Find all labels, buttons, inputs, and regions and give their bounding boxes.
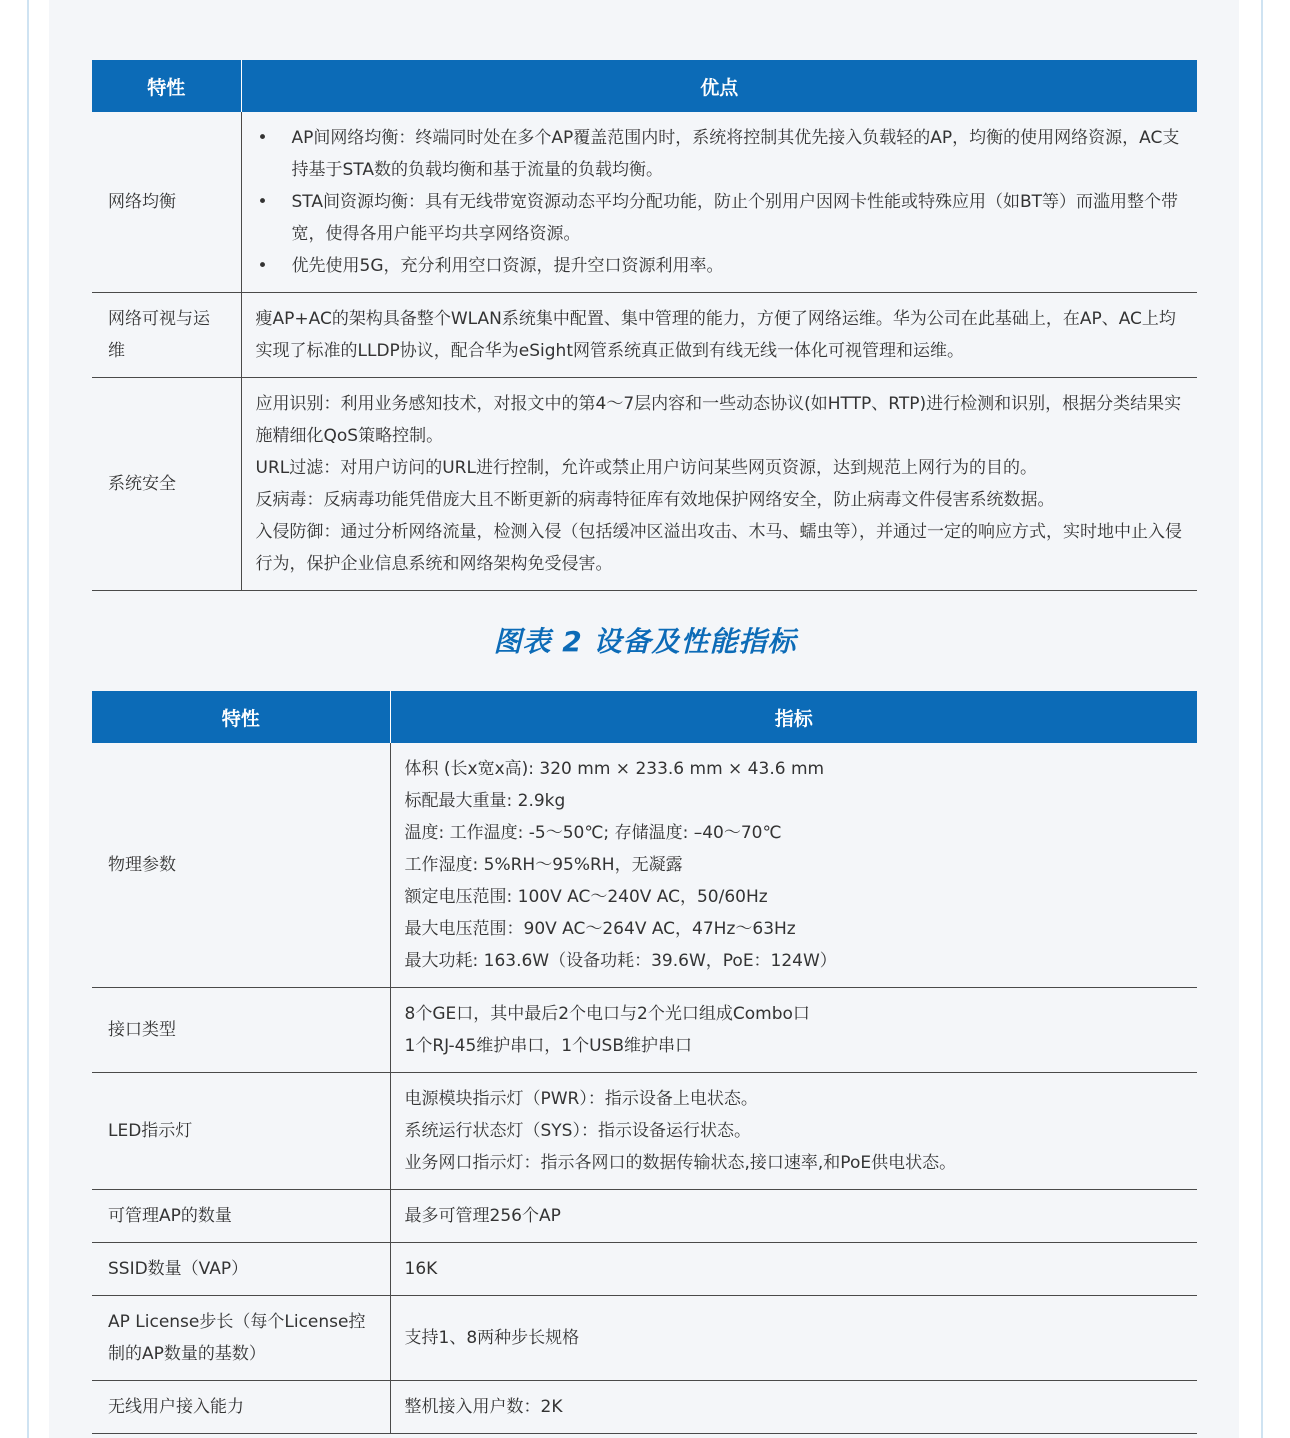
value-line: 温度: 工作温度: -5～50℃; 存储温度: –40～70℃ <box>404 823 782 843</box>
column-header-feature: 特性 <box>92 60 241 112</box>
value-line: URL过滤：对用户访问的URL进行控制，允许或禁止用户访问某些网页资源，达到规范上网行为的目的。 <box>255 458 1037 478</box>
row-value <box>390 743 1197 988</box>
row-value: 16K <box>390 1243 1197 1296</box>
row-key: 物理参数 <box>92 743 390 988</box>
table-header-row <box>92 691 1197 743</box>
row-key: 系统安全 <box>92 378 241 591</box>
table-row <box>92 293 1197 378</box>
row-value <box>390 988 1197 1073</box>
row-value <box>390 1073 1197 1190</box>
value-line: 入侵防御：通过分析网络流量，检测入侵（包括缓冲区溢出攻击、木马、蠕虫等），并通过一定的响应方式，实时地中止入侵行为，保护企业信息系统和网络架构免受侵害。 <box>255 522 1182 574</box>
value-line: 业务网口指示灯：指示各网口的数据传输状态,接口速率,和PoE供电状态。 <box>404 1153 957 1173</box>
value-line: 应用识别：利用业务感知技术，对报文中的第4～7层内容和一些动态协议(如HTTP、RTP)进行检测和识别，根据分类结果实施精细化QoS策略控制。 <box>255 394 1182 446</box>
value-line: 标配最大重量: 2.9kg <box>404 791 566 811</box>
table-row <box>92 112 1197 293</box>
value-line: 体积 (长x宽x高): 320 mm × 233.6 mm × 43.6 mm <box>404 759 825 779</box>
table-header-row <box>92 60 1197 112</box>
value-line: 1个RJ-45维护串口，1个USB维护串口 <box>404 1036 693 1056</box>
bullet-list <box>256 122 1184 282</box>
specifications-table <box>92 691 1197 1434</box>
value-line: 8个GE口，其中最后2个电口与2个光口组成Combo口 <box>404 1004 810 1024</box>
table-row <box>92 988 1197 1073</box>
value-line: 最大功耗: 163.6W（设备功耗：39.6W，PoE：124W） <box>404 951 837 971</box>
value-line: 额定电压范围: 100V AC～240V AC，50/60Hz <box>404 887 768 907</box>
table-row <box>92 1296 1197 1381</box>
table-row <box>92 1243 1197 1296</box>
list-item: • 优先使用5G，充分利用空口资源，提升空口资源利用率。 <box>256 250 1184 282</box>
row-key: 网络可视与运维 <box>92 293 241 378</box>
value-line: 最大电压范围：90V AC～264V AC，47Hz～63Hz <box>404 919 796 939</box>
table-row <box>92 1190 1197 1243</box>
column-header-spec: 指标 <box>390 691 1197 743</box>
row-key: SSID数量（VAP） <box>92 1243 390 1296</box>
row-value <box>241 112 1197 293</box>
value-line: 系统运行状态灯（SYS）：指示设备运行状态。 <box>404 1121 751 1141</box>
table-row <box>92 743 1197 988</box>
row-value <box>241 378 1197 591</box>
value-line: 工作湿度: 5%RH～95%RH，无凝露 <box>404 855 683 875</box>
list-item: • STA间资源均衡：具有无线带宽资源动态平均分配功能，防止个别用户因网卡性能或特殊应用（如BT等）而滥用整个带宽，使得各用户能平均共享网络资源。 <box>256 186 1184 250</box>
row-key: 网络均衡 <box>92 112 241 293</box>
row-key: 接口类型 <box>92 988 390 1073</box>
table-row <box>92 1073 1197 1190</box>
column-header-advantage: 优点 <box>241 60 1197 112</box>
row-key: 可管理AP的数量 <box>92 1190 390 1243</box>
row-key: AP License步长（每个License控制的AP数量的基数） <box>92 1296 390 1381</box>
value-line: 电源模块指示灯（PWR）：指示设备上电状态。 <box>404 1089 758 1109</box>
row-value: 整机接入用户数：2K <box>390 1381 1197 1434</box>
row-key: 无线用户接入能力 <box>92 1381 390 1434</box>
table-caption: 图表 2 设备及性能指标 <box>493 625 797 658</box>
row-value: 瘦AP+AC的架构具备整个WLAN系统集中配置、集中管理的能力，方便了网络运维。华为公司在此基础上，在AP、AC上均实现了标准的LLDP协议，配合华为eSight网管系统真正做到有线无线一体化可视管理和运维。 <box>241 293 1197 378</box>
value-line: 反病毒：反病毒功能凭借庞大且不断更新的病毒特征库有效地保护网络安全，防止病毒文件侵害系统数据。 <box>255 490 1055 510</box>
list-item: • AP间网络均衡：终端同时处在多个AP覆盖范围内时，系统将控制其优先接入负载轻的AP，均衡的使用网络资源，AC支持基于STA数的负载均衡和基于流量的负载均衡。 <box>256 122 1184 186</box>
row-key: LED指示灯 <box>92 1073 390 1190</box>
advantages-table <box>92 60 1197 591</box>
table-row <box>92 1381 1197 1434</box>
column-header-feature: 特性 <box>92 691 390 743</box>
table-row <box>92 378 1197 591</box>
row-value: 最多可管理256个AP <box>390 1190 1197 1243</box>
row-value: 支持1、8两种步长规格 <box>390 1296 1197 1381</box>
